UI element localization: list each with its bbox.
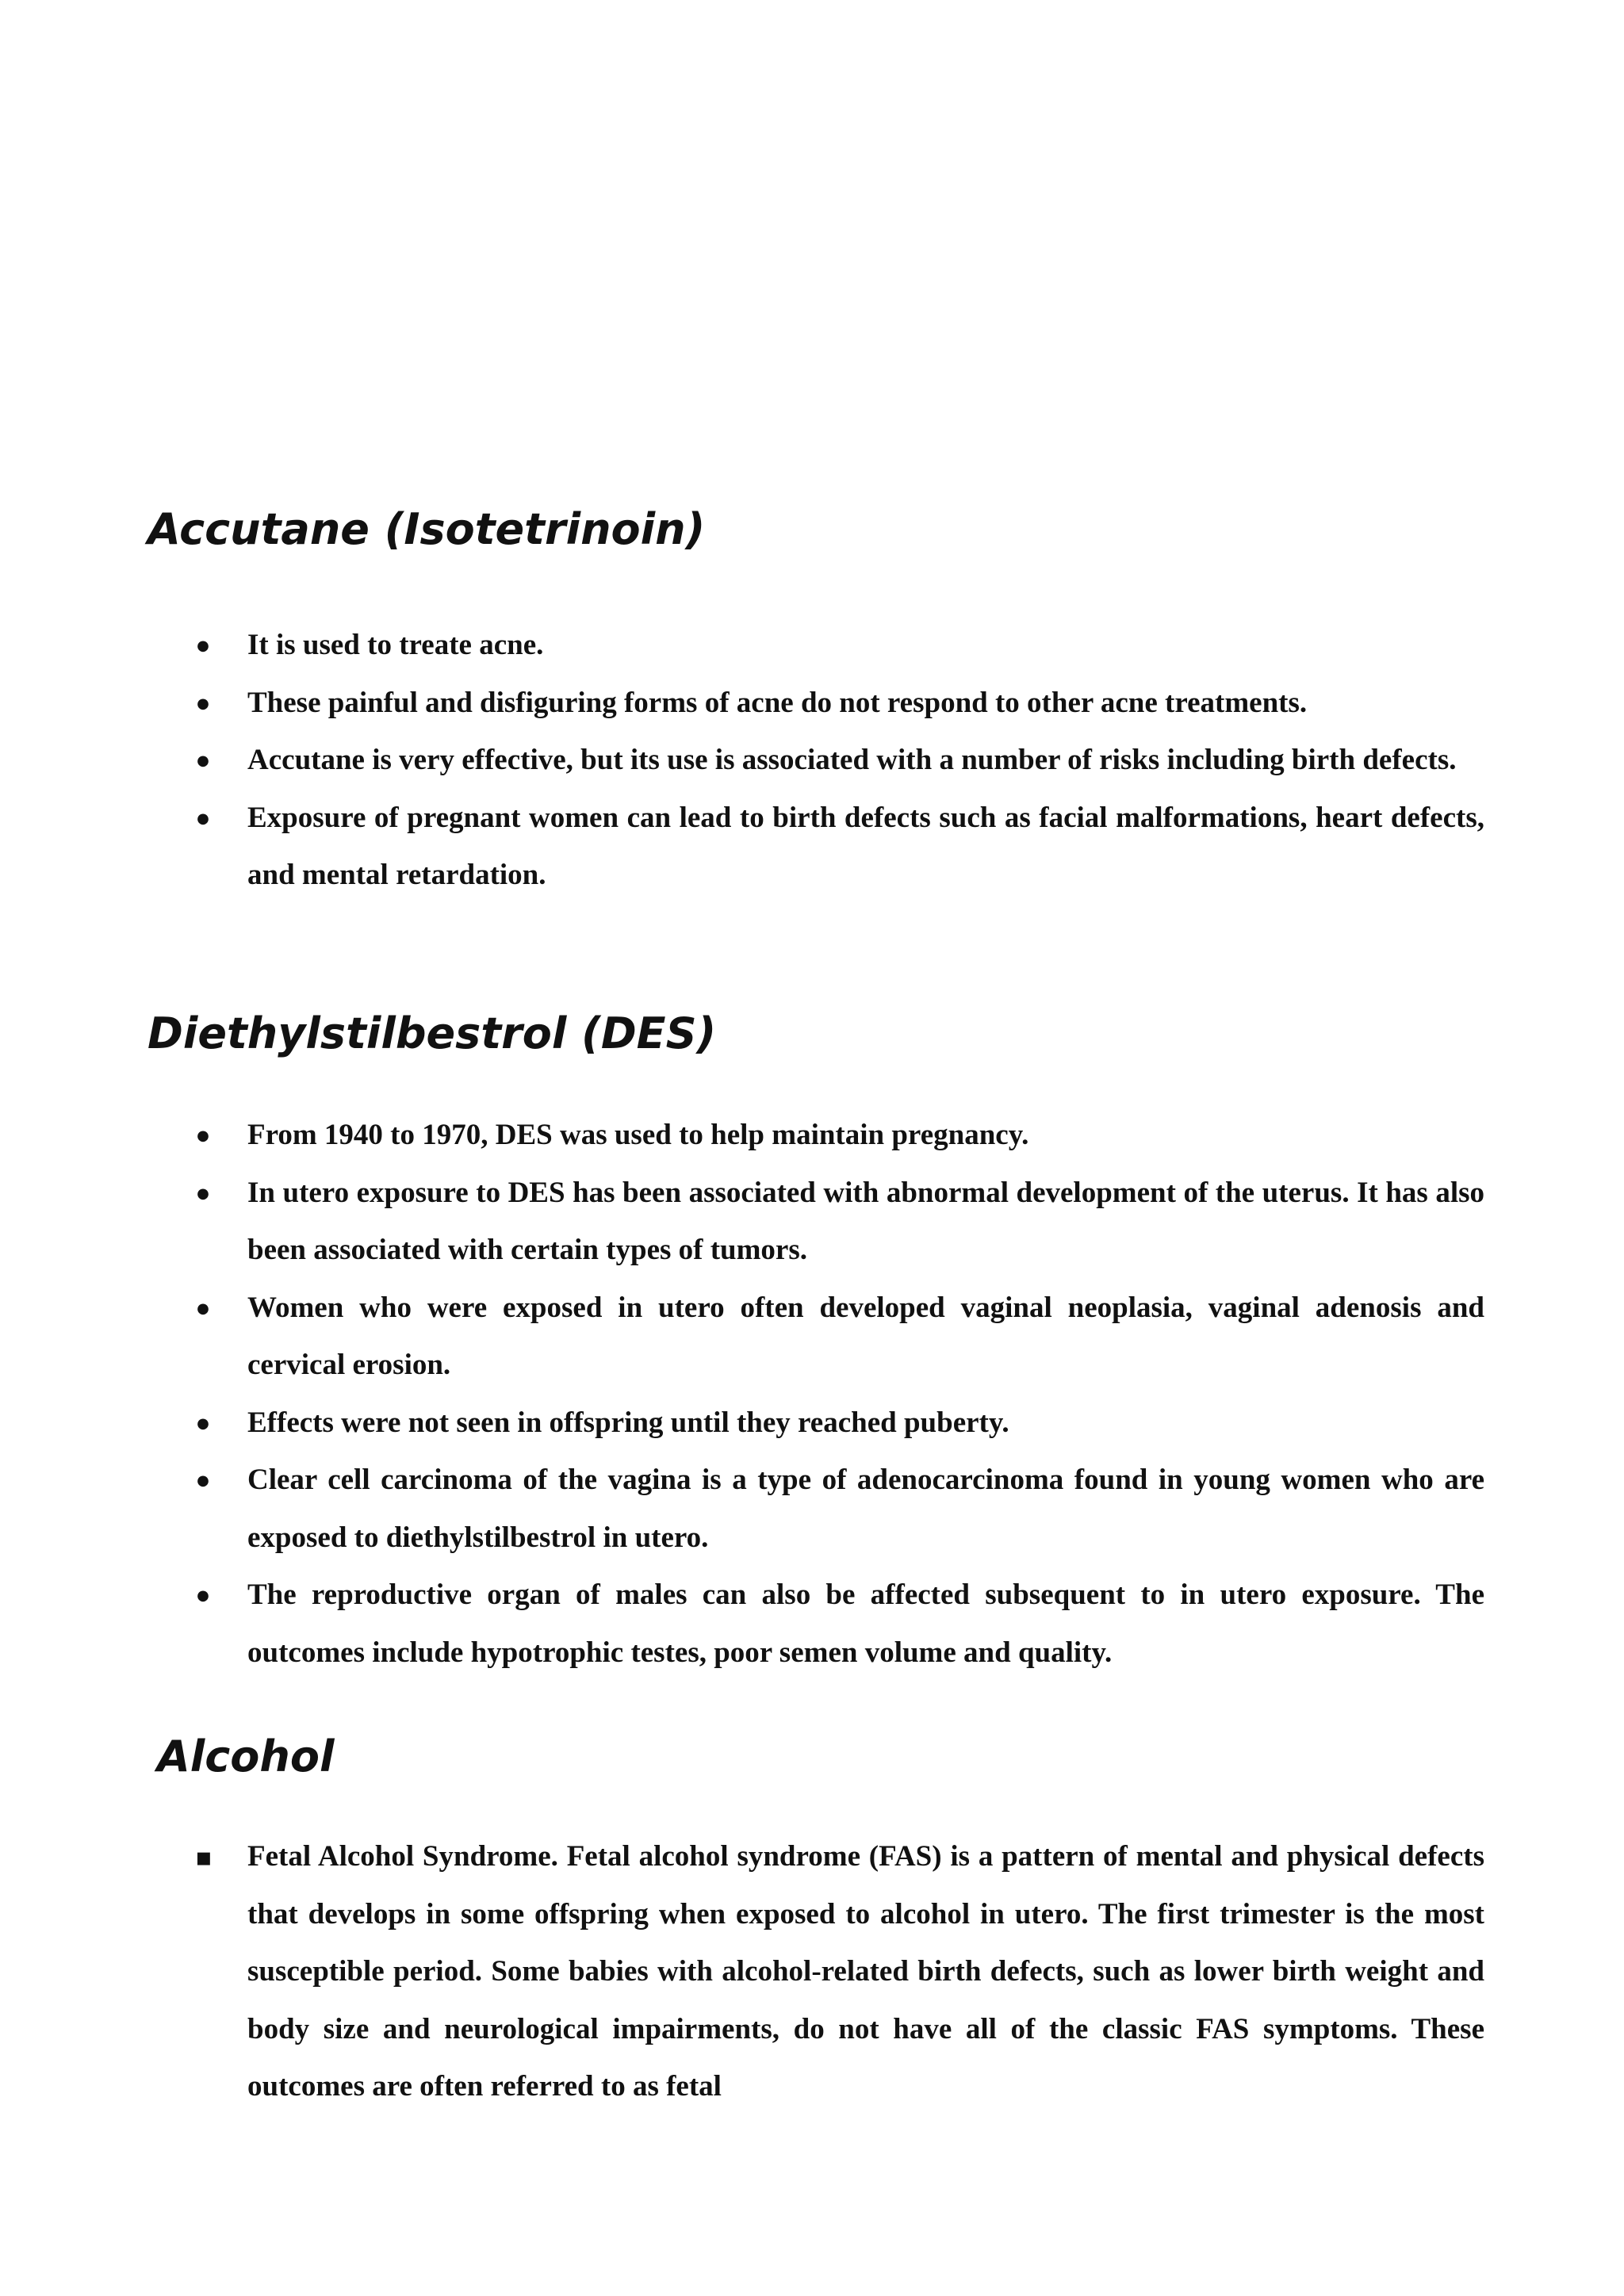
bullet-dot-icon [195,617,211,675]
list-item [247,1567,1484,1682]
list-item-text: These painful and disfiguring forms of acne do not respond to other acne treatments. [247,686,1308,719]
bullet-dot-icon [195,1280,211,1338]
section-heading: Alcohol [157,1732,335,1781]
list-item-text: Exposure of pregnant women can lead to birth defects such as facial malformations, heart defects, and mental retardation. [247,801,1484,891]
list-item-text: From 1940 to 1970, DES was used to help maintain pregnancy. [247,1119,1029,1151]
list-item-text: It is used to treate acne. [247,629,544,661]
list-item-text: Fetal Alcohol Syndrome. Fetal alcohol syndrome (FAS) is a pattern of mental and physical defects that develops in some offspring when exposed to alcohol in utero. The first trimester is the most susceptible period. Some babies with alcohol-related birth defects, such as lower birth weight and body size and neurological impairments, do not have all of the classic FAS symptoms. These outcomes are often referred to as fetal [247,1840,1484,2103]
list-item [247,1107,1484,1165]
list-item [247,1395,1484,1452]
list-item [247,675,1484,733]
bullet-dot-icon [195,1165,211,1223]
bullet-dot-icon [195,1567,211,1625]
list-item-text: Effects were not seen in offspring until they reached puberty. [247,1406,1009,1439]
list-item [247,790,1484,905]
bullet-dot-icon [195,1452,211,1510]
list-item [247,1280,1484,1395]
list-item [247,1452,1484,1567]
bullet-dot-icon [195,732,211,790]
list-item [247,617,1484,675]
bullet-square-icon [195,1828,211,1888]
list-item-text: Clear cell carcinoma of the vagina is a type of adenocarcinoma found in young women who are exposed to diethylstilbestrol in utero. [247,1464,1484,1554]
bullet-dot-icon [195,1395,211,1453]
bullet-dot-icon [195,1107,211,1165]
section-heading: Accutane (Isotetrinoin) [147,504,706,554]
bullet-dot-icon [195,675,211,733]
bullet-list [247,1107,1484,1682]
list-item [247,732,1484,790]
list-item-text: Accutane is very effective, but its use is associated with a number of risks including birth defects. [247,744,1457,776]
list-item [247,1828,1484,2116]
list-item [247,1165,1484,1280]
list-item-text: In utero exposure to DES has been associated with abnormal development of the uterus. It has also been associated with certain types of tumors. [247,1176,1484,1266]
bullet-dot-icon [195,790,211,848]
section-heading: Diethylstilbestrol (DES) [147,1008,717,1058]
bullet-list [247,1828,1484,2116]
bullet-list [247,617,1484,905]
list-item-text: Women who were exposed in utero often developed vaginal neoplasia, vaginal adenosis and cervical erosion. [247,1291,1484,1381]
list-item-text: The reproductive organ of males can also be affected subsequent to in utero exposure. The outcomes include hypotrophic testes, poor semen volume and quality. [247,1578,1484,1669]
